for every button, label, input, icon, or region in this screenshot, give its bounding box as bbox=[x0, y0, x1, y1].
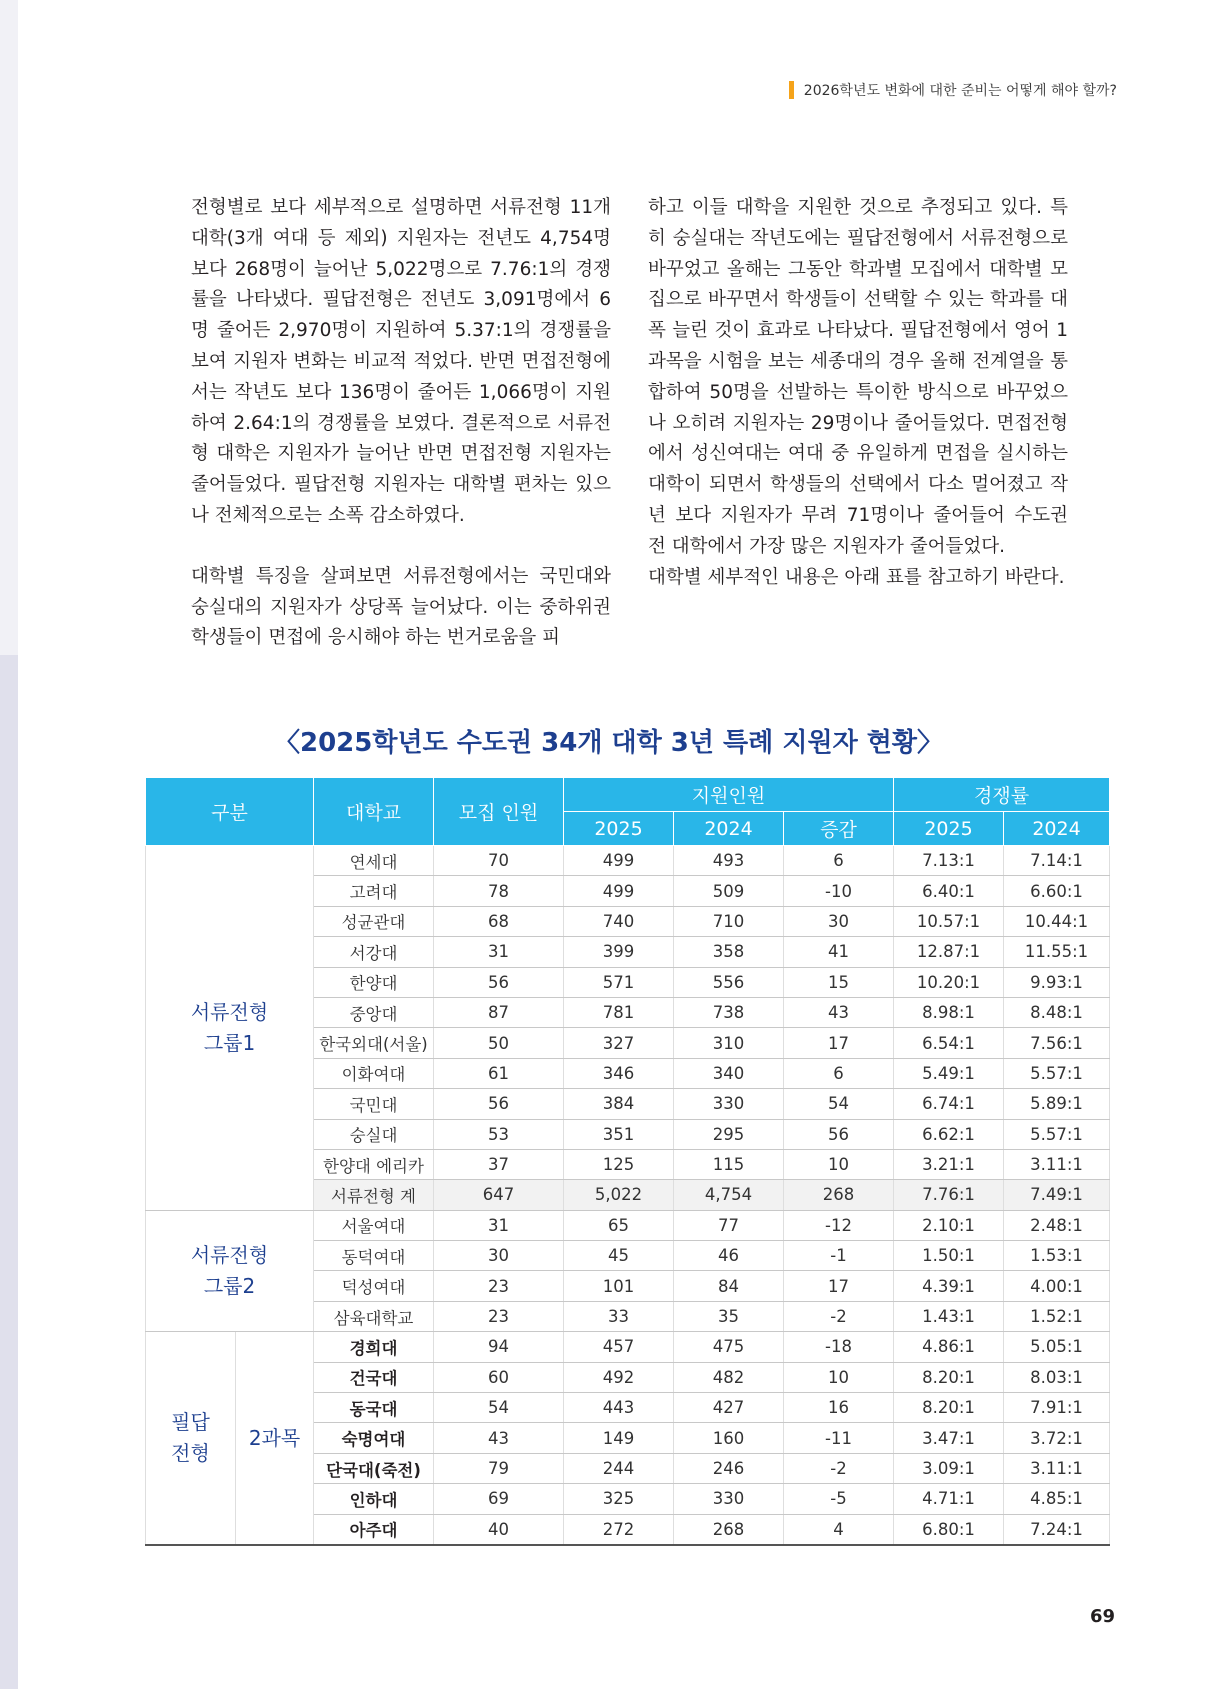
header-applicants-2025: 2025 bbox=[564, 812, 674, 846]
value-cell: 4.71:1 bbox=[894, 1484, 1004, 1514]
value-cell: 10.44:1 bbox=[1004, 906, 1110, 936]
university-cell: 이화여대 bbox=[314, 1058, 434, 1088]
value-cell: 272 bbox=[564, 1514, 674, 1545]
value-cell: 4.39:1 bbox=[894, 1271, 1004, 1301]
value-cell: 3.09:1 bbox=[894, 1453, 1004, 1483]
value-cell: 37 bbox=[434, 1149, 564, 1179]
value-cell: 78 bbox=[434, 876, 564, 906]
value-cell: 351 bbox=[564, 1119, 674, 1149]
university-cell: 서강대 bbox=[314, 937, 434, 967]
value-cell: 5.05:1 bbox=[1004, 1332, 1110, 1362]
value-cell: 1.50:1 bbox=[894, 1241, 1004, 1271]
value-cell: 43 bbox=[434, 1423, 564, 1453]
value-cell: 16 bbox=[784, 1393, 894, 1423]
value-cell: 41 bbox=[784, 937, 894, 967]
value-cell: 115 bbox=[674, 1149, 784, 1179]
applicant-table bbox=[145, 777, 1110, 1546]
value-cell: 77 bbox=[674, 1210, 784, 1240]
value-cell: 509 bbox=[674, 876, 784, 906]
value-cell: 5.57:1 bbox=[1004, 1119, 1110, 1149]
side-shade-bottom bbox=[0, 655, 18, 1689]
value-cell: 160 bbox=[674, 1423, 784, 1453]
value-cell: 35 bbox=[674, 1301, 784, 1331]
value-cell: 6.74:1 bbox=[894, 1089, 1004, 1119]
university-cell: 동덕여대 bbox=[314, 1241, 434, 1271]
value-cell: 10.20:1 bbox=[894, 967, 1004, 997]
value-cell: 7.56:1 bbox=[1004, 1028, 1110, 1058]
value-cell: 17 bbox=[784, 1028, 894, 1058]
value-cell: 56 bbox=[784, 1119, 894, 1149]
group-label: 서류전형 그룹1 bbox=[146, 846, 314, 1211]
value-cell: 101 bbox=[564, 1271, 674, 1301]
university-cell: 서울여대 bbox=[314, 1210, 434, 1240]
table-row bbox=[146, 1332, 1110, 1362]
text-column-right bbox=[648, 193, 1068, 593]
value-cell: 31 bbox=[434, 937, 564, 967]
value-cell: 2.10:1 bbox=[894, 1210, 1004, 1240]
value-cell: 149 bbox=[564, 1423, 674, 1453]
group-sublabel: 2과목 bbox=[236, 1332, 314, 1545]
value-cell: -2 bbox=[784, 1453, 894, 1483]
value-cell: 3.11:1 bbox=[1004, 1453, 1110, 1483]
value-cell: 325 bbox=[564, 1484, 674, 1514]
value-cell: 56 bbox=[434, 1089, 564, 1119]
value-cell: -1 bbox=[784, 1241, 894, 1271]
value-cell: 12.87:1 bbox=[894, 937, 1004, 967]
value-cell: 8.48:1 bbox=[1004, 997, 1110, 1027]
university-cell: 건국대 bbox=[314, 1362, 434, 1392]
value-cell: 482 bbox=[674, 1362, 784, 1392]
value-cell: 56 bbox=[434, 967, 564, 997]
value-cell: 499 bbox=[564, 876, 674, 906]
value-cell: 244 bbox=[564, 1453, 674, 1483]
value-cell: 8.20:1 bbox=[894, 1362, 1004, 1392]
value-cell: 295 bbox=[674, 1119, 784, 1149]
value-cell: 5.49:1 bbox=[894, 1058, 1004, 1088]
value-cell: 5.89:1 bbox=[1004, 1089, 1110, 1119]
university-cell: 고려대 bbox=[314, 876, 434, 906]
value-cell: 23 bbox=[434, 1271, 564, 1301]
header-category: 구분 bbox=[146, 778, 314, 846]
value-cell: 1.43:1 bbox=[894, 1301, 1004, 1331]
value-cell: 740 bbox=[564, 906, 674, 936]
university-cell: 경희대 bbox=[314, 1332, 434, 1362]
header-applicants-2024: 2024 bbox=[674, 812, 784, 846]
header-competition-2025: 2025 bbox=[894, 812, 1004, 846]
table-title: 〈2025학년도 수도권 34개 대학 3년 특례 지원자 현황〉 bbox=[274, 728, 943, 758]
value-cell: 7.49:1 bbox=[1004, 1180, 1110, 1210]
value-cell: 6 bbox=[784, 1058, 894, 1088]
value-cell: 4.00:1 bbox=[1004, 1271, 1110, 1301]
value-cell: 7.13:1 bbox=[894, 846, 1004, 876]
value-cell: 8.03:1 bbox=[1004, 1362, 1110, 1392]
value-cell: 499 bbox=[564, 846, 674, 876]
university-cell: 단국대(죽전) bbox=[314, 1453, 434, 1483]
value-cell: 384 bbox=[564, 1089, 674, 1119]
value-cell: 60 bbox=[434, 1362, 564, 1392]
header-quota: 모집 인원 bbox=[434, 778, 564, 846]
value-cell: 23 bbox=[434, 1301, 564, 1331]
value-cell: 54 bbox=[434, 1393, 564, 1423]
university-cell: 숙명여대 bbox=[314, 1423, 434, 1453]
value-cell: -2 bbox=[784, 1301, 894, 1331]
value-cell: 4 bbox=[784, 1514, 894, 1545]
value-cell: -11 bbox=[784, 1423, 894, 1453]
value-cell: 268 bbox=[784, 1180, 894, 1210]
university-cell: 한양대 bbox=[314, 967, 434, 997]
value-cell: 10 bbox=[784, 1149, 894, 1179]
value-cell: 7.14:1 bbox=[1004, 846, 1110, 876]
value-cell: 571 bbox=[564, 967, 674, 997]
value-cell: 346 bbox=[564, 1058, 674, 1088]
value-cell: 310 bbox=[674, 1028, 784, 1058]
value-cell: 10 bbox=[784, 1362, 894, 1392]
running-header bbox=[789, 80, 1117, 100]
table-row bbox=[146, 1210, 1110, 1240]
value-cell: 3.11:1 bbox=[1004, 1149, 1110, 1179]
paragraph: 하고 이들 대학을 지원한 것으로 추정되고 있다. 특히 숭실대는 작년도에는 필답전형에서 서류전형으로 바꾸었고 올해는 그동안 학과별 모집에서 대학별 모집으로 바꾸면서 학생들이 선택할 수 있는 학과를 대폭 늘린 것이 효과로 나타났다. 필답전형에서 영어 1과목을 시험을 보는 세종대의 경우 올해 전계열을 통합하여 50명을 선발하는 특이한 방식으로 바꾸었으나 오히려 지원자는 29명이나 줄어들었다. 면접전형에서 성신여대는 여대 중 유일하게 면접을 실시하는 대학이 되면서 학생들의 선택에서 다소 멀어졌고 작년 보다 지원자가 무려 71명이나 줄어들어 수도권 전 대학에서 가장 많은 지원자가 줄어들었다. bbox=[648, 197, 1068, 557]
value-cell: 8.20:1 bbox=[894, 1393, 1004, 1423]
value-cell: 2.48:1 bbox=[1004, 1210, 1110, 1240]
value-cell: 61 bbox=[434, 1058, 564, 1088]
paragraph: 대학별 세부적인 내용은 아래 표를 참고하기 바란다. bbox=[648, 566, 1065, 588]
value-cell: 443 bbox=[564, 1393, 674, 1423]
value-cell: 556 bbox=[674, 967, 784, 997]
value-cell: 31 bbox=[434, 1210, 564, 1240]
value-cell: -5 bbox=[784, 1484, 894, 1514]
value-cell: 5,022 bbox=[564, 1180, 674, 1210]
value-cell: 330 bbox=[674, 1089, 784, 1119]
value-cell: 427 bbox=[674, 1393, 784, 1423]
value-cell: 340 bbox=[674, 1058, 784, 1088]
value-cell: 6.60:1 bbox=[1004, 876, 1110, 906]
side-shade-top bbox=[0, 0, 18, 655]
paragraph: 전형별로 보다 세부적으로 설명하면 서류전형 11개 대학(3개 여대 등 제외) 지원자는 전년도 4,754명 보다 268명이 늘어난 5,022명으로 7.76:1의 경쟁률을 나타냈다. 필답전형은 전년도 3,091명에서 6명 줄어든 2,970명이 지원하여 5.37:1의 경쟁률을 보여 지원자 변화는 비교적 적었다. 반면 면접전형에서는 작년도 보다 136명이 줄어든 1,066명이 지원하여 2.64:1의 경쟁률을 보였다. 결론적으로 서류전형 대학은 지원자가 늘어난 반면 면접전형 지원자는 줄어들었다. 필답전형 지원자는 대학별 편차는 있으나 전체적으로는 소폭 감소하였다. bbox=[191, 197, 611, 526]
value-cell: 493 bbox=[674, 846, 784, 876]
header-accent-bar bbox=[789, 81, 794, 99]
header-change: 증감 bbox=[784, 812, 894, 846]
university-cell: 한국외대(서울) bbox=[314, 1028, 434, 1058]
value-cell: 87 bbox=[434, 997, 564, 1027]
value-cell: 15 bbox=[784, 967, 894, 997]
value-cell: 475 bbox=[674, 1332, 784, 1362]
value-cell: 45 bbox=[564, 1241, 674, 1271]
value-cell: 70 bbox=[434, 846, 564, 876]
header-applicants: 지원인원 bbox=[564, 778, 894, 812]
university-cell: 숭실대 bbox=[314, 1119, 434, 1149]
header-text: 2026학년도 변화에 대한 준비는 어떻게 해야 할까? bbox=[803, 83, 1117, 99]
value-cell: 330 bbox=[674, 1484, 784, 1514]
value-cell: 358 bbox=[674, 937, 784, 967]
value-cell: 1.52:1 bbox=[1004, 1301, 1110, 1331]
value-cell: 11.55:1 bbox=[1004, 937, 1110, 967]
value-cell: 30 bbox=[784, 906, 894, 936]
value-cell: 50 bbox=[434, 1028, 564, 1058]
page-number: 69 bbox=[1090, 1606, 1116, 1627]
header-university: 대학교 bbox=[314, 778, 434, 846]
value-cell: 6.62:1 bbox=[894, 1119, 1004, 1149]
value-cell: 17 bbox=[784, 1271, 894, 1301]
value-cell: 6.40:1 bbox=[894, 876, 1004, 906]
value-cell: 1.53:1 bbox=[1004, 1241, 1110, 1271]
value-cell: 4.86:1 bbox=[894, 1332, 1004, 1362]
value-cell: 5.57:1 bbox=[1004, 1058, 1110, 1088]
value-cell: 492 bbox=[564, 1362, 674, 1392]
value-cell: 7.24:1 bbox=[1004, 1514, 1110, 1545]
value-cell: 9.93:1 bbox=[1004, 967, 1110, 997]
value-cell: -10 bbox=[784, 876, 894, 906]
value-cell: 4,754 bbox=[674, 1180, 784, 1210]
group-label: 서류전형 그룹2 bbox=[146, 1210, 314, 1332]
value-cell: 781 bbox=[564, 997, 674, 1027]
value-cell: 10.57:1 bbox=[894, 906, 1004, 936]
value-cell: 268 bbox=[674, 1514, 784, 1545]
value-cell: 246 bbox=[674, 1453, 784, 1483]
value-cell: 46 bbox=[674, 1241, 784, 1271]
value-cell: 6.80:1 bbox=[894, 1514, 1004, 1545]
table-row bbox=[146, 846, 1110, 876]
university-cell: 중앙대 bbox=[314, 997, 434, 1027]
value-cell: 710 bbox=[674, 906, 784, 936]
value-cell: 40 bbox=[434, 1514, 564, 1545]
value-cell: 6.54:1 bbox=[894, 1028, 1004, 1058]
text-column-left bbox=[191, 193, 611, 654]
value-cell: 3.21:1 bbox=[894, 1149, 1004, 1179]
value-cell: 7.91:1 bbox=[1004, 1393, 1110, 1423]
paragraph: 대학별 특징을 살펴보면 서류전형에서는 국민대와 숭실대의 지원자가 상당폭 늘어났다. 이는 중하위권 학생들이 면접에 응시해야 하는 번거로움을 피 bbox=[191, 565, 611, 649]
university-cell: 서류전형 계 bbox=[314, 1180, 434, 1210]
university-cell: 국민대 bbox=[314, 1089, 434, 1119]
value-cell: 68 bbox=[434, 906, 564, 936]
value-cell: 399 bbox=[564, 937, 674, 967]
value-cell: 3.47:1 bbox=[894, 1423, 1004, 1453]
value-cell: 94 bbox=[434, 1332, 564, 1362]
value-cell: 6 bbox=[784, 846, 894, 876]
university-cell: 동국대 bbox=[314, 1393, 434, 1423]
value-cell: 327 bbox=[564, 1028, 674, 1058]
value-cell: 43 bbox=[784, 997, 894, 1027]
value-cell: 4.85:1 bbox=[1004, 1484, 1110, 1514]
university-cell: 인하대 bbox=[314, 1484, 434, 1514]
group-label: 필답 전형 bbox=[146, 1332, 236, 1545]
value-cell: 54 bbox=[784, 1089, 894, 1119]
value-cell: 69 bbox=[434, 1484, 564, 1514]
university-cell: 연세대 bbox=[314, 846, 434, 876]
value-cell: 738 bbox=[674, 997, 784, 1027]
value-cell: 79 bbox=[434, 1453, 564, 1483]
header-competition: 경쟁률 bbox=[894, 778, 1110, 812]
value-cell: 125 bbox=[564, 1149, 674, 1179]
value-cell: 53 bbox=[434, 1119, 564, 1149]
table-body bbox=[146, 846, 1110, 1545]
value-cell: 84 bbox=[674, 1271, 784, 1301]
value-cell: 7.76:1 bbox=[894, 1180, 1004, 1210]
university-cell: 아주대 bbox=[314, 1514, 434, 1545]
value-cell: 8.98:1 bbox=[894, 997, 1004, 1027]
value-cell: 457 bbox=[564, 1332, 674, 1362]
value-cell: 33 bbox=[564, 1301, 674, 1331]
university-cell: 덕성여대 bbox=[314, 1271, 434, 1301]
university-cell: 성균관대 bbox=[314, 906, 434, 936]
university-cell: 삼육대학교 bbox=[314, 1301, 434, 1331]
value-cell: 65 bbox=[564, 1210, 674, 1240]
value-cell: 30 bbox=[434, 1241, 564, 1271]
value-cell: 3.72:1 bbox=[1004, 1423, 1110, 1453]
value-cell: -12 bbox=[784, 1210, 894, 1240]
header-competition-2024: 2024 bbox=[1004, 812, 1110, 846]
value-cell: 647 bbox=[434, 1180, 564, 1210]
value-cell: -18 bbox=[784, 1332, 894, 1362]
university-cell: 한양대 에리카 bbox=[314, 1149, 434, 1179]
